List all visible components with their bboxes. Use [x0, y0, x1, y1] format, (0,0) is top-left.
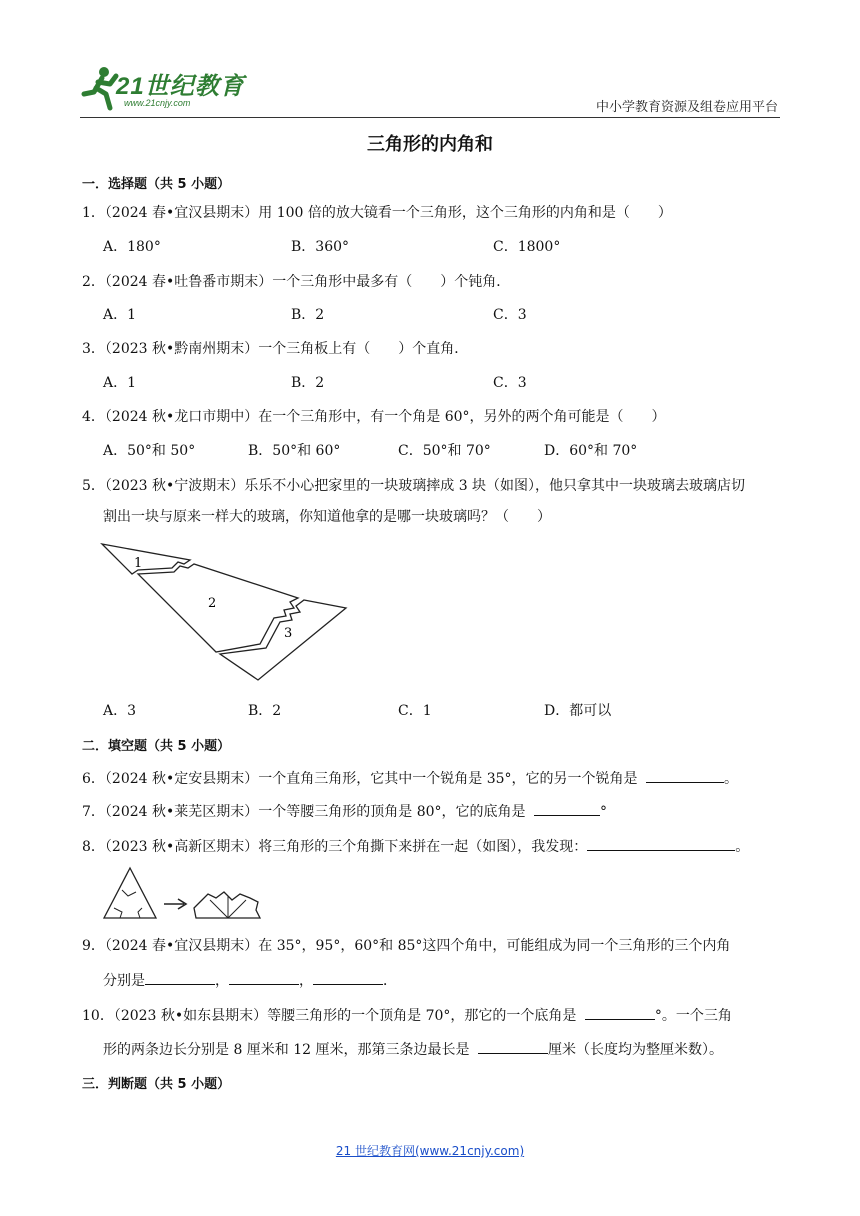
- glass-piece-2: [138, 564, 298, 652]
- q8-answer-blank[interactable]: [587, 836, 735, 851]
- logo-text: 21世纪教育: [116, 73, 245, 100]
- glass-label-1: 1: [134, 556, 143, 571]
- broken-glass-figure: [98, 540, 358, 685]
- q7-answer-blank[interactable]: [534, 801, 600, 816]
- q1-option-c: C．1800°: [493, 239, 561, 255]
- header-divider: [80, 117, 780, 118]
- q3-option-b: B．2: [291, 375, 325, 391]
- section-heading-judge: 三．判断题（共 5 小题）: [82, 1077, 231, 1092]
- q9-answer-blank-3[interactable]: [313, 970, 383, 985]
- q4-option-a: A．50°和 50°: [103, 443, 196, 459]
- logo-url: www.21cnjy.com: [124, 98, 191, 108]
- question-6: 6．（2024 秋•定安县期末）一个直角三角形，它其中一个锐角是 35°，它的另一个锐角是 。: [82, 768, 782, 789]
- q10-answer-blank-2[interactable]: [478, 1039, 548, 1054]
- question-7: 7．（2024 秋•莱芜区期末）一个等腰三角形的顶角是 80°，它的底角是 °: [82, 801, 782, 822]
- q9-answer-blank-2[interactable]: [229, 970, 299, 985]
- question-3: 3．（2023 秋•黔南州期末）一个三角板上有（ ）个直角．: [82, 341, 469, 357]
- brand-logo: [80, 62, 250, 118]
- q1-option-b: B．360°: [291, 239, 350, 255]
- q6-answer-blank[interactable]: [646, 768, 724, 783]
- question-2: 2．（2024 春•吐鲁番市期末）一个三角形中最多有（ ）个钝角．: [82, 274, 511, 290]
- question-5-line-2: 割出一块与原来一样大的玻璃，你知道他拿的是哪一块玻璃吗？（ ）: [103, 509, 551, 525]
- q3-option-c: C．3: [493, 375, 527, 391]
- question-10-line-1: 10．（2023 秋•如东县期末）等腰三角形的一个顶角是 70°，那它的一个底角是 °。一个三角: [82, 1005, 782, 1026]
- q5-option-a: A．3: [103, 703, 137, 719]
- footer-link[interactable]: 21 世纪教育网(www.21cnjy.com): [335, 1144, 525, 1158]
- glass-piece-3: [220, 600, 346, 680]
- question-10-line-2: 形的两条边长分别是 8 厘米和 12 厘米，那第三条边最长是 厘米（长度均为整厘米数）。: [103, 1039, 723, 1060]
- q2-option-c: C．3: [493, 307, 527, 323]
- q4-option-c: C．50°和 70°: [398, 443, 491, 459]
- page-title: 三角形的内角和: [367, 134, 493, 155]
- q2-option-b: B．2: [291, 307, 325, 323]
- platform-name: 中小学教育资源及组卷应用平台: [595, 100, 778, 115]
- q4-option-b: B．50°和 60°: [248, 443, 341, 459]
- q1-option-a: A．180°: [103, 239, 161, 255]
- q9-answer-blank-1[interactable]: [145, 970, 215, 985]
- triangle-tear-lines: [114, 890, 142, 918]
- glass-label-3: 3: [284, 626, 293, 641]
- glass-label-2: 2: [208, 596, 217, 611]
- q5-option-c: C．1: [398, 703, 432, 719]
- q4-option-d: D．60°和 70°: [544, 443, 638, 459]
- assembled-angles-shape: [194, 892, 260, 918]
- question-9-line-1: 9．（2024 春•宜汉县期末）在 35°，95°，60°和 85°这四个角中，可能组成为同一个三角形的三个内角: [82, 938, 731, 954]
- section-heading-choice: 一．选择题（共 5 小题）: [82, 177, 231, 192]
- triangle-shape: [104, 868, 156, 918]
- runner-icon: [80, 64, 120, 112]
- section-heading-fill: 二．填空题（共 5 小题）: [82, 739, 231, 754]
- question-5-line-1: 5．（2023 秋•宁波期末）乐乐不小心把家里的一块玻璃摔成 3 块（如图），他只拿其中一块玻璃去玻璃店切: [82, 478, 746, 494]
- question-1: 1．（2024 春•宜汉县期末）用 100 倍的放大镜看一个三角形，这个三角形的内角和是（ ）: [82, 205, 672, 221]
- q10-answer-blank-1[interactable]: [585, 1005, 655, 1020]
- question-4: 4．（2024 秋•龙口市期中）在一个三角形中，有一个角是 60°，另外的两个角可能是（ ）: [82, 409, 666, 425]
- assembled-angle-lines: [210, 896, 246, 918]
- q2-option-a: A．1: [103, 307, 137, 323]
- triangle-angles-figure: [100, 864, 270, 924]
- q3-option-a: A．1: [103, 375, 137, 391]
- q5-option-b: B．2: [248, 703, 282, 719]
- question-8: 8．（2023 秋•高新区期末）将三角形的三个角撕下来拼在一起（如图），我发现： 。: [82, 836, 782, 857]
- question-9-line-2: 分别是 ， ， ．: [103, 970, 397, 991]
- q5-option-d: D．都可以: [544, 703, 612, 719]
- arrow-icon: [164, 899, 186, 909]
